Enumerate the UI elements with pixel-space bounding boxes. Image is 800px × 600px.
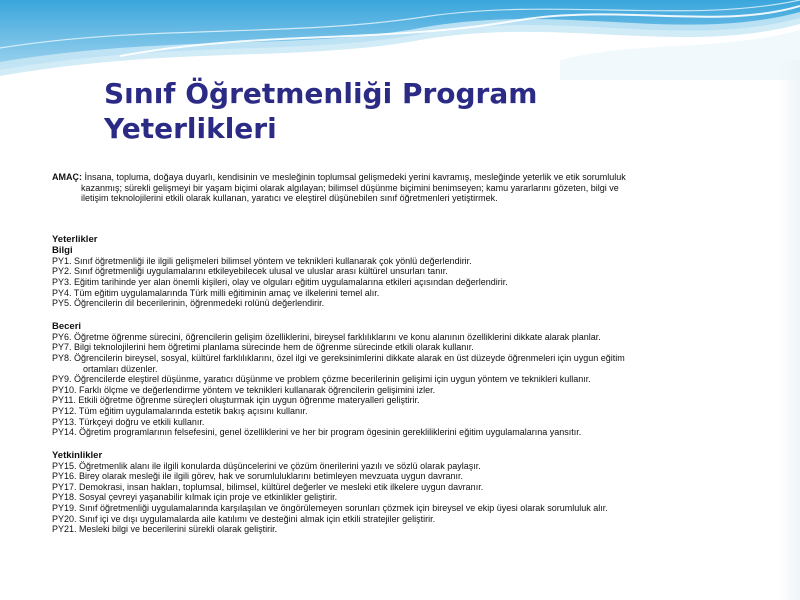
list-item: PY3. Eğitim tarihinde yer alan önemli kişileri, olay ve olguları eğitim uygulamalarına etkileri açısından değerlendirir. [52, 276, 508, 287]
right-edge-shade [778, 60, 800, 600]
amac-line-2: kazanmış; sürekli gelişmeyi bir yaşam biçimi olarak algılayan; bilimsel düşünme biçimini benimseyen; kamu yararlarını gözeten, bilgi ve [81, 182, 619, 193]
list-item: PY11. Etkili öğretme öğrenme süreçleri oluşturmak için uygun öğrenme materyalleri geliştirir. [52, 395, 420, 406]
bilgi-heading: Bilgi [52, 244, 73, 256]
list-item: PY2. Sınıf öğretmenliği uygulamalarını etkileyebilecek ulusal ve uluslar arası kültürel unsurları tanır. [52, 266, 448, 277]
amac-label: AMAÇ: [52, 172, 82, 182]
document-body [52, 172, 752, 535]
beceri-list [52, 332, 752, 438]
list-item: PY16. Birey olarak mesleği ile ilgili görev, hak ve sorumluluklarını betimleyen mevzuata uygun davranır. [52, 471, 464, 482]
list-item: PY10. Farklı ölçme ve değerlendirme yöntem ve teknikleri kullanarak öğrencilerin gelişimini izler. [52, 384, 436, 395]
wave-header-decoration [0, 0, 800, 80]
amac-line-1: İnsana, topluma, doğaya duyarlı, kendisinin ve mesleğinin toplumsal gelişmedeki yerini kavramış, mesleğinde yeterlik ve etik sorumluluk [84, 172, 626, 182]
list-item: PY17. Demokrasi, insan hakları, toplumsal, bilimsel, kültürel değerler ve mesleki etik ilkelere uygun davranır. [52, 481, 484, 492]
title-line-1: Sınıf Öğretmenliği Program [104, 77, 538, 110]
list-item: PY5. Öğrencilerin dil becerilerinin, öğrenmedeki rolünü değerlendirir. [52, 298, 325, 309]
amac-paragraph [52, 172, 752, 204]
amac-line-3: iletişim teknolojilerini etkili olarak kullanan, yaratıcı ve eleştirel düşünebilen sınıf öğretmenleri yetiştirmek. [81, 193, 498, 204]
page-title [104, 76, 664, 146]
list-item: PY9. Öğrencilerde eleştirel düşünme, yaratıcı düşünme ve problem çözme becerilerinin gelişimi için uygun yöntem ve teknikleri kullanır. [52, 374, 591, 385]
list-item: PY21. Mesleki bilgi ve becerilerini sürekli olarak geliştirir. [52, 524, 278, 535]
bilgi-list [52, 256, 752, 309]
list-item: PY20. Sınıf içi ve dışı uygulamalarda aile katılımı ve desteğini almak için etkili stratejiler geliştirir. [52, 513, 436, 524]
yetkinlikler-heading: Yetkinlikler [52, 449, 103, 461]
list-item: PY6. Öğretme öğrenme sürecini, öğrencilerin gelişim özelliklerini, bireysel farklılıklarını ve konu alanının özelliklerini dikkate alarak planlar. [52, 331, 601, 342]
list-item: PY7. Bilgi teknolojilerini hem öğretimi planlama sürecinde hem de öğrenme sürecinde etkili olarak kullanır. [52, 342, 474, 353]
list-item: PY15. Öğretmenlik alanı ile ilgili konularda düşüncelerini ve çözüm önerilerini yazılı ve sözlü olarak paylaşır. [52, 460, 481, 471]
list-item: PY12. Tüm eğitim uygulamalarında estetik bakış açısını kullanır. [52, 405, 308, 416]
yetkinlikler-list [52, 461, 752, 535]
yeterlikler-heading: Yeterlikler [52, 233, 98, 245]
beceri-heading: Beceri [52, 320, 82, 332]
list-item: PY13. Türkçeyi doğru ve etkili kullanır. [52, 416, 205, 427]
list-item: PY19. Sınıf öğretmenliği uygulamalarında karşılaşılan ve öngörülemeyen sorunları çözmek için bireysel ve ekip üyesi olarak sorumluluk alır. [52, 503, 608, 514]
list-item: PY18. Sosyal çevreyi yaşanabilir kılmak için proje ve etkinlikler geliştirir. [52, 492, 338, 503]
list-item: PY14. Öğretim programlarının felsefesini, genel özelliklerini ve her bir program ögesinin gerekliliklerini eğitim uygulamalarına yansıtır. [52, 427, 582, 438]
title-line-2: Yeterlikleri [104, 112, 277, 145]
list-item: PY8. Öğrencilerin bireysel, sosyal, kültürel farklılıklarını, özel ilgi ve gereksinimlerini dikkate alarak en üst düzeyde öğrenmeleri için uygun eğitim ortamları düzenler. [52, 352, 625, 374]
list-item: PY4. Tüm eğitim uygulamalarında Türk milli eğitiminin amaç ve ilkelerini temel alır. [52, 287, 380, 298]
list-item: PY1. Sınıf öğretmenliği ile ilgili gelişmeleri bilimsel yöntem ve teknikleri kullanarak çok yönlü değerlendirir. [52, 255, 472, 266]
